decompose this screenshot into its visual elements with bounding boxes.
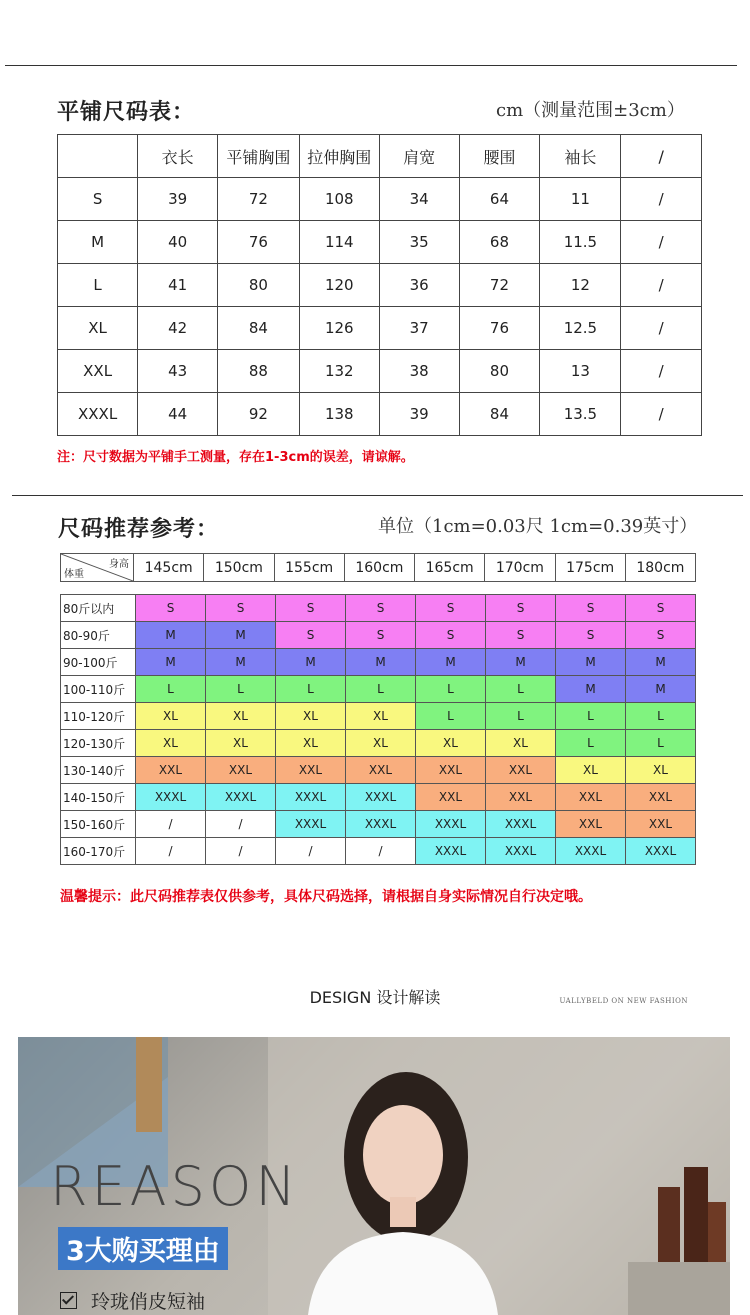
size-cell: XXXL [416, 811, 486, 838]
table-row [58, 264, 702, 307]
height-header-cell: 150cm [204, 554, 274, 582]
design-subheading: UALLYBELD ON NEW FASHION [559, 997, 688, 1005]
table-cell: / [621, 307, 702, 350]
table-row [61, 622, 696, 649]
size-cell: / [206, 811, 276, 838]
flat-table-title: 平铺尺码表： [57, 100, 196, 125]
size-cell: XXL [626, 811, 696, 838]
size-cell: S [346, 622, 416, 649]
flat-size-table [57, 134, 702, 436]
table-cell: 138 [299, 393, 379, 436]
size-cell: M [626, 649, 696, 676]
weight-label-cell: 110-120斤 [61, 703, 136, 730]
size-cell: L [346, 676, 416, 703]
size-cell: S [486, 622, 556, 649]
table-cell: 42 [138, 307, 218, 350]
table-cell: 肩宽 [379, 135, 459, 178]
table-cell: 11 [540, 178, 621, 221]
height-header-cell: 165cm [415, 554, 485, 582]
table-cell: 41 [138, 264, 218, 307]
size-cell: XL [346, 730, 416, 757]
size-cell: XXL [556, 811, 626, 838]
flat-table-warning: 注：尺寸数据为平铺手工测量，存在1-3cm的误差，请谅解。 [57, 450, 414, 465]
size-cell: M [136, 649, 206, 676]
table-cell: 76 [218, 221, 300, 264]
table-row [61, 649, 696, 676]
size-cell: M [346, 649, 416, 676]
size-cell: L [416, 676, 486, 703]
table-cell: 39 [138, 178, 218, 221]
size-cell: S [346, 595, 416, 622]
table-row [61, 838, 696, 865]
size-cell: XL [206, 703, 276, 730]
table-cell: 120 [299, 264, 379, 307]
table-cell: 64 [459, 178, 540, 221]
weight-label-cell: 150-160斤 [61, 811, 136, 838]
size-cell: S [556, 622, 626, 649]
size-cell: L [626, 703, 696, 730]
table-cell: 13 [540, 350, 621, 393]
size-cell: XXXL [276, 811, 346, 838]
size-cell: M [626, 676, 696, 703]
size-cell: S [136, 595, 206, 622]
size-cell: XL [206, 730, 276, 757]
table-cell: 12 [540, 264, 621, 307]
table-row [61, 757, 696, 784]
table-cell: 80 [218, 264, 300, 307]
table-cell: 平铺胸围 [218, 135, 300, 178]
size-cell: L [626, 730, 696, 757]
size-cell: XL [556, 757, 626, 784]
corner-height-label: 身高 [109, 559, 129, 570]
size-cell: XXL [206, 757, 276, 784]
size-cell: XL [346, 703, 416, 730]
table-cell: XXXL [58, 393, 138, 436]
table-header-row [58, 135, 702, 178]
table-row [61, 730, 696, 757]
table-cell: 43 [138, 350, 218, 393]
height-header-cell: 145cm [134, 554, 204, 582]
table-cell: 80 [459, 350, 540, 393]
size-cell: S [626, 595, 696, 622]
table-row [61, 595, 696, 622]
table-cell: 袖长 [540, 135, 621, 178]
size-cell: M [556, 649, 626, 676]
size-cell: XXXL [626, 838, 696, 865]
design-heading: DESIGN 设计解读 [309, 988, 441, 1007]
size-cell: M [136, 622, 206, 649]
size-cell: L [416, 703, 486, 730]
table-cell: / [621, 350, 702, 393]
size-cell: XXXL [556, 838, 626, 865]
table-cell: 38 [379, 350, 459, 393]
table-cell: / [621, 178, 702, 221]
size-cell: XXL [276, 757, 346, 784]
size-cell: XXXL [136, 784, 206, 811]
purchase-reasons-badge: 3大购买理由 [58, 1227, 228, 1270]
size-cell: S [276, 595, 346, 622]
recommend-warning: 温馨提示：此尺码推荐表仅供参考，具体尺码选择，请根据自身实际情况自行决定哦。 [60, 889, 592, 905]
table-cell: S [58, 178, 138, 221]
table-cell: 72 [218, 178, 300, 221]
table-cell: / [621, 264, 702, 307]
size-cell: XXL [486, 757, 556, 784]
table-cell: 腰围 [459, 135, 540, 178]
height-header-cell: 170cm [485, 554, 555, 582]
table-cell: 92 [218, 393, 300, 436]
corner-weight-label: 体重 [64, 569, 84, 580]
size-cell: M [486, 649, 556, 676]
flat-table-unit-note: cm（测量范围±3cm） [496, 100, 685, 121]
height-header-cell: 180cm [625, 554, 695, 582]
size-cell: L [486, 676, 556, 703]
height-header-cell: 155cm [274, 554, 344, 582]
size-cell: XXXL [486, 838, 556, 865]
size-cell: S [206, 595, 276, 622]
top-divider [5, 65, 737, 66]
table-cell: XXL [58, 350, 138, 393]
table-cell: 12.5 [540, 307, 621, 350]
table-cell: 44 [138, 393, 218, 436]
size-cell: S [416, 622, 486, 649]
table-cell [58, 135, 138, 178]
table-row [58, 178, 702, 221]
table-cell: 36 [379, 264, 459, 307]
size-cell: XXL [486, 784, 556, 811]
size-cell: XL [486, 730, 556, 757]
height-header-cell: 175cm [555, 554, 625, 582]
size-cell: XXXL [206, 784, 276, 811]
table-cell: 40 [138, 221, 218, 264]
table-cell: 34 [379, 178, 459, 221]
table-cell: 76 [459, 307, 540, 350]
size-cell: XL [276, 703, 346, 730]
corner-cell [61, 554, 134, 582]
size-cell: XXL [416, 757, 486, 784]
table-row [58, 350, 702, 393]
weight-label-cell: 100-110斤 [61, 676, 136, 703]
size-cell: M [276, 649, 346, 676]
weight-label-cell: 80-90斤 [61, 622, 136, 649]
reason-text: REASON [50, 1155, 300, 1218]
middle-divider [12, 495, 743, 496]
size-cell: M [206, 649, 276, 676]
weight-label-cell: 140-150斤 [61, 784, 136, 811]
size-cell: L [556, 730, 626, 757]
table-cell: / [621, 135, 702, 178]
table-cell: 13.5 [540, 393, 621, 436]
size-cell: / [136, 838, 206, 865]
size-cell: S [416, 595, 486, 622]
size-cell: S [486, 595, 556, 622]
table-cell: 108 [299, 178, 379, 221]
weight-label-cell: 90-100斤 [61, 649, 136, 676]
size-cell: XXXL [486, 811, 556, 838]
height-header-table [60, 553, 696, 582]
size-cell: XXXL [276, 784, 346, 811]
table-row [58, 393, 702, 436]
table-cell: 衣长 [138, 135, 218, 178]
table-cell: 126 [299, 307, 379, 350]
size-cell: XL [626, 757, 696, 784]
table-cell: 11.5 [540, 221, 621, 264]
table-cell: XL [58, 307, 138, 350]
size-cell: / [136, 811, 206, 838]
table-cell: 37 [379, 307, 459, 350]
table-cell: 84 [459, 393, 540, 436]
table-cell: 84 [218, 307, 300, 350]
recommend-unit-note: 单位（1cm=0.03尺 1cm=0.39英寸） [378, 516, 698, 537]
checkbox-icon [60, 1292, 77, 1309]
feature-item [60, 1287, 205, 1314]
table-cell: 72 [459, 264, 540, 307]
size-cell: L [486, 703, 556, 730]
size-cell: XXL [136, 757, 206, 784]
table-cell: 114 [299, 221, 379, 264]
table-row [61, 784, 696, 811]
size-cell: XXL [346, 757, 416, 784]
size-cell: / [206, 838, 276, 865]
table-cell: 35 [379, 221, 459, 264]
size-cell: / [276, 838, 346, 865]
size-cell: M [556, 676, 626, 703]
table-row [58, 307, 702, 350]
table-cell: 132 [299, 350, 379, 393]
size-cell: L [206, 676, 276, 703]
table-cell: L [58, 264, 138, 307]
weight-label-cell: 120-130斤 [61, 730, 136, 757]
size-cell: S [626, 622, 696, 649]
size-cell: / [346, 838, 416, 865]
size-recommend-grid [60, 594, 696, 865]
size-cell: L [556, 703, 626, 730]
size-cell: XL [276, 730, 346, 757]
recommend-title: 尺码推荐参考： [58, 517, 220, 542]
model-banner [18, 1037, 730, 1315]
table-cell: 39 [379, 393, 459, 436]
size-cell: XXL [556, 784, 626, 811]
weight-label-cell: 80斤以内 [61, 595, 136, 622]
table-row [58, 221, 702, 264]
size-cell: S [556, 595, 626, 622]
size-cell: M [416, 649, 486, 676]
table-row [61, 676, 696, 703]
size-cell: XXL [416, 784, 486, 811]
size-cell: XXXL [416, 838, 486, 865]
size-cell: L [136, 676, 206, 703]
weight-label-cell: 130-140斤 [61, 757, 136, 784]
size-cell: XL [136, 703, 206, 730]
table-cell: 88 [218, 350, 300, 393]
table-cell: / [621, 393, 702, 436]
weight-label-cell: 160-170斤 [61, 838, 136, 865]
size-cell: XXXL [346, 811, 416, 838]
size-cell: XL [416, 730, 486, 757]
table-cell: M [58, 221, 138, 264]
table-cell: / [621, 221, 702, 264]
height-header-cell: 160cm [344, 554, 414, 582]
size-cell: L [276, 676, 346, 703]
table-cell: 拉伸胸围 [299, 135, 379, 178]
table-cell: 68 [459, 221, 540, 264]
size-cell: M [206, 622, 276, 649]
size-cell: XXXL [346, 784, 416, 811]
size-cell: XL [136, 730, 206, 757]
size-cell: S [276, 622, 346, 649]
table-row [61, 703, 696, 730]
feature-label: 玲珑俏皮短袖 [91, 1291, 206, 1313]
table-row [61, 811, 696, 838]
size-cell: XXL [626, 784, 696, 811]
